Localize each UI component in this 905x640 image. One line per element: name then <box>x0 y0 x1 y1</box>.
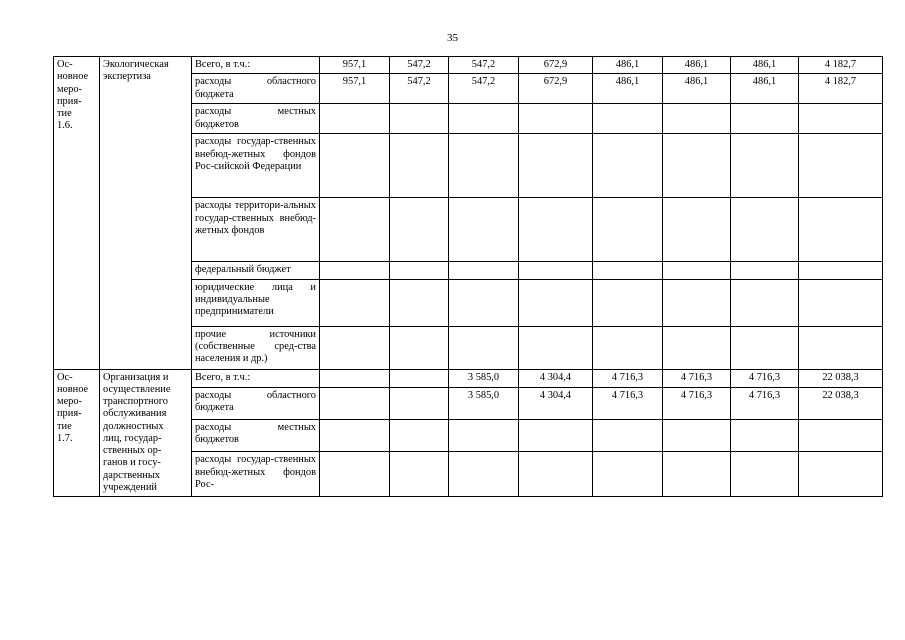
amount-cell <box>799 420 883 452</box>
activity-code-line: Ос- <box>57 59 73 70</box>
amount-cell: 547,2 <box>390 74 449 104</box>
activity-name-line: дарственных <box>103 469 161 481</box>
amount-cell <box>320 262 390 279</box>
amount-cell <box>320 420 390 452</box>
amount-cell: 547,2 <box>449 57 519 74</box>
amount-cell <box>390 326 449 369</box>
activity-code-line: прия- <box>57 95 82 107</box>
amount-cell: 486,1 <box>593 57 663 74</box>
amount-cell <box>799 262 883 279</box>
budget-table <box>53 56 883 497</box>
funding-source-label: расходы областного бюджета <box>192 74 320 104</box>
amount-cell: 4 716,3 <box>663 388 731 420</box>
amount-cell <box>519 134 593 198</box>
activity-name-line: транспортного <box>103 396 168 408</box>
amount-cell: 3 585,0 <box>449 388 519 420</box>
amount-cell: 4 716,3 <box>731 369 799 388</box>
amount-cell <box>593 198 663 262</box>
amount-cell: 4 716,3 <box>731 388 799 420</box>
amount-cell <box>731 198 799 262</box>
activity-code-line: новное <box>57 383 89 395</box>
funding-source-label: Всего, в т.ч.: <box>192 57 320 74</box>
amount-cell <box>320 369 390 388</box>
amount-cell <box>390 388 449 420</box>
funding-source-label: расходы местных бюджетов <box>192 420 320 452</box>
amount-cell <box>320 388 390 420</box>
activity-code-line: прия- <box>57 408 82 420</box>
amount-cell: 957,1 <box>320 74 390 104</box>
amount-cell <box>593 279 663 326</box>
amount-cell <box>663 104 731 134</box>
amount-cell: 4 304,4 <box>519 369 593 388</box>
funding-source-label: прочие источники (собственные сред-ства населения и др.) <box>192 326 320 369</box>
activity-name-cell <box>100 369 192 497</box>
amount-cell <box>663 262 731 279</box>
activity-code-line: тие <box>57 420 72 432</box>
amount-cell <box>663 420 731 452</box>
amount-cell: 486,1 <box>731 57 799 74</box>
amount-cell <box>390 420 449 452</box>
amount-cell: 486,1 <box>731 74 799 104</box>
amount-cell <box>519 198 593 262</box>
amount-cell: 957,1 <box>320 57 390 74</box>
activity-code-cell <box>54 369 100 497</box>
amount-cell <box>390 104 449 134</box>
amount-cell <box>593 134 663 198</box>
activity-name-line: Организация и <box>103 371 169 383</box>
amount-cell <box>663 326 731 369</box>
amount-cell <box>320 279 390 326</box>
activity-code-cell <box>54 57 100 370</box>
amount-cell <box>390 369 449 388</box>
amount-cell <box>663 134 731 198</box>
activity-code-line: 1.7. <box>57 432 73 444</box>
amount-cell: 4 716,3 <box>593 369 663 388</box>
amount-cell: 4 716,3 <box>593 388 663 420</box>
amount-cell <box>731 134 799 198</box>
amount-cell <box>519 262 593 279</box>
funding-source-label: Всего, в т.ч.: <box>192 369 320 388</box>
activity-name-line: ганов и госу- <box>103 457 161 469</box>
amount-cell <box>449 198 519 262</box>
table-body <box>54 57 883 497</box>
amount-cell <box>799 452 883 497</box>
table-row <box>54 369 883 388</box>
amount-cell <box>731 279 799 326</box>
amount-cell <box>593 420 663 452</box>
amount-cell <box>731 326 799 369</box>
amount-cell <box>390 262 449 279</box>
amount-cell <box>731 262 799 279</box>
amount-cell <box>799 326 883 369</box>
amount-cell: 4 182,7 <box>799 74 883 104</box>
funding-source-label: юридические лица и индивидуальные предприниматели <box>192 279 320 326</box>
amount-cell <box>390 452 449 497</box>
amount-cell: 3 585,0 <box>449 369 519 388</box>
activity-name-line: осуществление <box>103 383 171 395</box>
funding-source-label: расходы территори-альных государ-ственных внебюд-жетных фондов <box>192 198 320 262</box>
activity-name-line: учреждений <box>103 481 157 493</box>
funding-source-label: расходы местных бюджетов <box>192 104 320 134</box>
amount-cell <box>663 452 731 497</box>
amount-cell <box>799 134 883 198</box>
amount-cell: 486,1 <box>593 74 663 104</box>
amount-cell: 22 038,3 <box>799 388 883 420</box>
activity-name-cell <box>100 57 192 370</box>
amount-cell <box>593 262 663 279</box>
amount-cell <box>731 104 799 134</box>
amount-cell <box>320 326 390 369</box>
activity-code-line: Ос- <box>57 371 73 383</box>
activity-code-line: 1.6. <box>57 120 73 132</box>
activity-name-line: ственных ор- <box>103 445 162 457</box>
amount-cell <box>519 452 593 497</box>
amount-cell <box>449 104 519 134</box>
amount-cell <box>449 326 519 369</box>
activity-code-line: меро- <box>57 83 83 95</box>
amount-cell <box>663 279 731 326</box>
activity-name-line: экспертиза <box>103 71 151 83</box>
activity-name-line: Экологическая <box>103 59 169 70</box>
activity-name-line: лиц, государ- <box>103 432 162 444</box>
amount-cell <box>449 279 519 326</box>
amount-cell: 547,2 <box>390 57 449 74</box>
amount-cell <box>593 452 663 497</box>
amount-cell <box>449 452 519 497</box>
amount-cell: 672,9 <box>519 74 593 104</box>
funding-source-label: расходы областного бюджета <box>192 388 320 420</box>
activity-code-line: тие <box>57 108 72 120</box>
amount-cell: 4 716,3 <box>663 369 731 388</box>
amount-cell: 672,9 <box>519 57 593 74</box>
funding-source-label: федеральный бюджет <box>192 262 320 279</box>
page-number: 35 <box>447 32 458 44</box>
amount-cell: 22 038,3 <box>799 369 883 388</box>
amount-cell <box>519 326 593 369</box>
activity-name-line: должностных <box>103 420 164 432</box>
activity-code-line: меро- <box>57 396 83 408</box>
amount-cell <box>731 452 799 497</box>
amount-cell <box>663 198 731 262</box>
activity-code-line: новное <box>57 71 89 83</box>
amount-cell <box>519 104 593 134</box>
amount-cell <box>799 198 883 262</box>
amount-cell <box>320 198 390 262</box>
amount-cell <box>799 104 883 134</box>
amount-cell <box>731 420 799 452</box>
amount-cell <box>519 279 593 326</box>
amount-cell: 4 182,7 <box>799 57 883 74</box>
amount-cell: 486,1 <box>663 57 731 74</box>
amount-cell <box>593 326 663 369</box>
amount-cell <box>390 134 449 198</box>
amount-cell <box>449 134 519 198</box>
amount-cell <box>593 104 663 134</box>
funding-source-label: расходы государ-ственных внебюд-жетных фондов Рос- <box>192 452 320 497</box>
amount-cell <box>390 198 449 262</box>
table-row <box>54 57 883 74</box>
amount-cell: 4 304,4 <box>519 388 593 420</box>
amount-cell: 486,1 <box>663 74 731 104</box>
activity-name-line: обслуживания <box>103 408 167 420</box>
amount-cell <box>390 279 449 326</box>
amount-cell <box>519 420 593 452</box>
amount-cell: 547,2 <box>449 74 519 104</box>
amount-cell <box>799 279 883 326</box>
amount-cell <box>320 134 390 198</box>
amount-cell <box>449 262 519 279</box>
amount-cell <box>320 104 390 134</box>
amount-cell <box>320 452 390 497</box>
amount-cell <box>449 420 519 452</box>
funding-source-label: расходы государ-ственных внебюд-жетных фондов Рос-сийской Федерации <box>192 134 320 198</box>
